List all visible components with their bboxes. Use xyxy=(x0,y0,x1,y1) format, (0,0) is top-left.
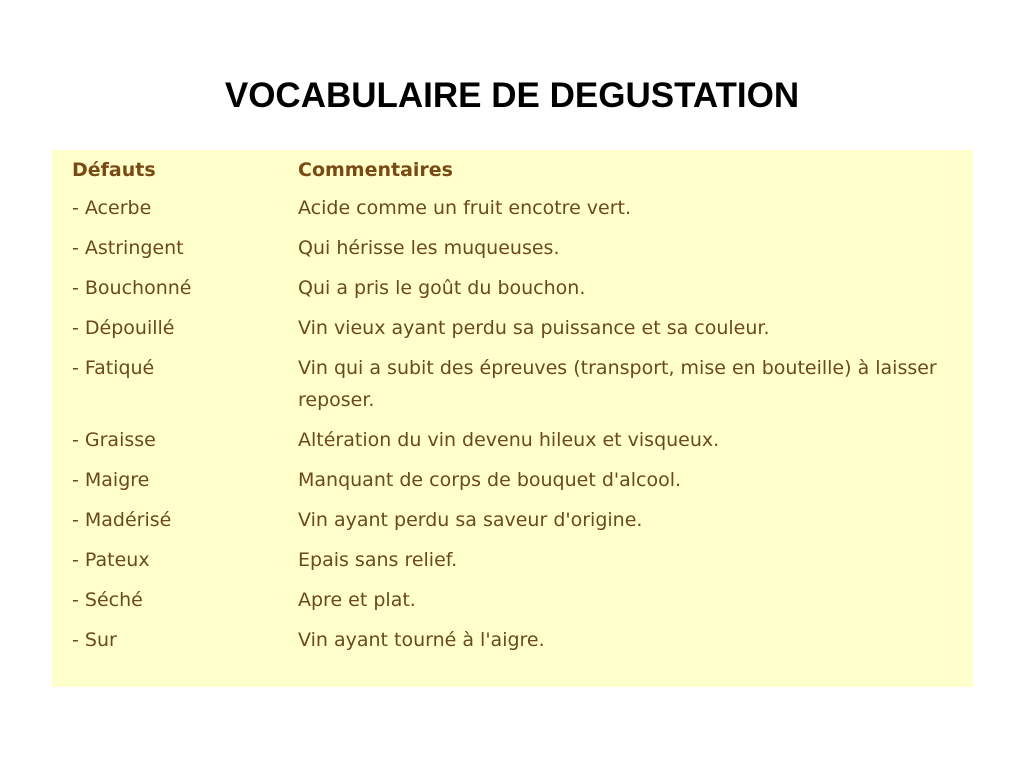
table-row xyxy=(72,352,952,424)
commentaire-cell: Vin qui a subit des épreuves (transport, mise en bouteille) à laisser reposer. xyxy=(298,357,937,411)
table-header-row xyxy=(72,154,952,192)
defaut-cell: - Sur xyxy=(72,629,117,651)
defaut-cell: - Acerbe xyxy=(72,197,152,219)
table-row xyxy=(72,272,952,312)
commentaire-cell: Apre et plat. xyxy=(298,589,416,611)
defaut-cell: - Dépouillé xyxy=(72,317,175,339)
defaut-cell: - Maigre xyxy=(72,469,150,491)
page-title: VOCABULAIRE DE DEGUSTATION xyxy=(224,76,800,115)
table-row xyxy=(72,584,952,624)
commentaire-cell: Epais sans relief. xyxy=(298,549,458,571)
commentaire-cell: Manquant de corps de bouquet d'alcool. xyxy=(298,469,682,491)
header-commentaires: Commentaires xyxy=(298,159,453,181)
vocabulary-table xyxy=(72,154,952,664)
defaut-cell: - Bouchonné xyxy=(72,277,192,299)
commentaire-cell: Vin vieux ayant perdu sa puissance et sa couleur. xyxy=(298,317,770,339)
table-row xyxy=(72,624,952,664)
defaut-cell: - Pateux xyxy=(72,549,150,571)
defaut-cell: - Fatiqué xyxy=(72,357,155,379)
table-row xyxy=(72,504,952,544)
table-row xyxy=(72,544,952,584)
table-row xyxy=(72,192,952,232)
commentaire-cell: Qui hérisse les muqueuses. xyxy=(298,237,560,259)
table-row xyxy=(72,464,952,504)
defaut-cell: - Madérisé xyxy=(72,509,172,531)
vocabulary-panel xyxy=(52,150,973,687)
commentaire-cell: Altération du vin devenu hileux et visqueux. xyxy=(298,429,720,451)
defaut-cell: - Graisse xyxy=(72,429,156,451)
table-row xyxy=(72,424,952,464)
commentaire-cell: Qui a pris le goût du bouchon. xyxy=(298,277,586,299)
defaut-cell: - Astringent xyxy=(72,237,184,259)
header-defauts: Défauts xyxy=(72,159,156,181)
table-row xyxy=(72,232,952,272)
commentaire-cell: Vin ayant perdu sa saveur d'origine. xyxy=(298,509,643,531)
commentaire-cell: Vin ayant tourné à l'aigre. xyxy=(298,629,545,651)
table-row xyxy=(72,312,952,352)
commentaire-cell: Acide comme un fruit encotre vert. xyxy=(298,197,632,219)
defaut-cell: - Séché xyxy=(72,589,143,611)
